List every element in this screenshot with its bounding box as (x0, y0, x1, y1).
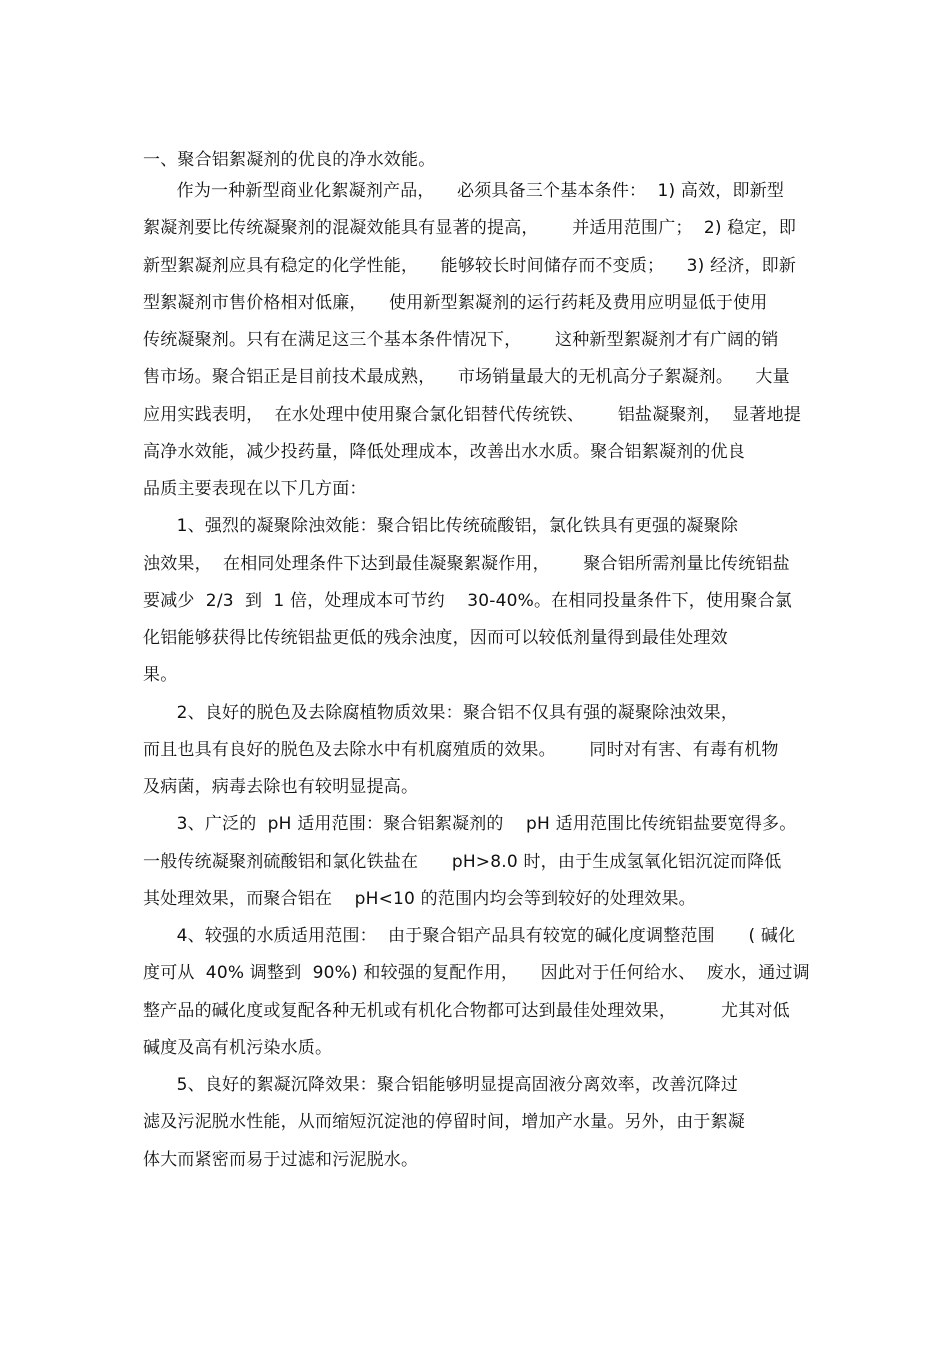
text-line: 整产品的碱化度或复配各种无机或有机化合物都可达到最佳处理效果， 尤其对低 (143, 1001, 790, 1021)
text-line: 化铝能够获得比传统铝盐更低的残余浊度，因而可以较低剂量得到最佳处理效 (143, 628, 728, 648)
text-line: 高净水效能，减少投药量，降低处理成本，改善出水水质。聚合铝絮凝剂的优良 (143, 442, 745, 462)
text-line: 其处理效果，而聚合铝在 pH<10 的范围内均会等到较好的处理效果。 (143, 889, 696, 909)
section-heading: 一、聚合铝絮凝剂的优良的净水效能。 (143, 150, 436, 170)
text-line: 作为一种新型商业化絮凝剂产品， 必须具备三个基本条件： 1) 高效，即新型 (143, 181, 785, 201)
text-line: 絮凝剂要比传统凝聚剂的混凝效能具有显著的提高， 并适用范围广； 2) 稳定，即 (143, 218, 797, 238)
text-line: 5、良好的絮凝沉降效果：聚合铝能够明显提高固液分离效率，改善沉降过 (143, 1075, 739, 1095)
text-line: 而且也具有良好的脱色及去除水中有机腐殖质的效果。 同时对有害、有毒有机物 (143, 740, 779, 760)
text-line: 应用实践表明， 在水处理中使用聚合氯化铝替代传统铁、 铝盐凝聚剂， 显著地提 (143, 405, 802, 425)
text-line: 传统凝聚剂。只有在满足这三个基本条件情况下， 这种新型絮凝剂才有广阔的销 (143, 330, 779, 350)
text-line: 及病菌，病毒去除也有较明显提高。 (143, 777, 419, 797)
text-line: 4、较强的水质适用范围： 由于聚合铝产品具有较宽的碱化度调整范围 ( 碱化 (143, 926, 796, 946)
text-line: 一般传统凝聚剂硫酸铝和氯化铁盐在 pH>8.0 时，由于生成氢氧化铝沉淀而降低 (143, 852, 782, 872)
text-line: 碱度及高有机污染水质。 (143, 1038, 333, 1058)
text-line: 2、良好的脱色及去除腐植物质效果：聚合铝不仅具有强的凝聚除浊效果， (143, 703, 739, 723)
text-line: 1、强烈的凝聚除浊效能：聚合铝比传统硫酸铝，氯化铁具有更强的凝聚除 (143, 516, 739, 536)
text-line: 3、广泛的 pH 适用范围：聚合铝絮凝剂的 pH 适用范围比传统铝盐要宽得多。 (143, 814, 797, 834)
text-line: 体大而紧密而易于过滤和污泥脱水。 (143, 1150, 419, 1170)
text-line: 要减少 2/3 到 1 倍，处理成本可节约 30-40%。在相同投量条件下，使用聚合氯 (143, 591, 792, 611)
text-line: 滤及污泥脱水性能，从而缩短沉淀池的停留时间，增加产水量。另外，由于絮凝 (143, 1112, 745, 1132)
text-line: 果。 (143, 665, 178, 685)
text-line: 型絮凝剂市售价格相对低廉， 使用新型絮凝剂的运行药耗及费用应明显低于使用 (143, 293, 768, 313)
text-line: 浊效果， 在相同处理条件下达到最佳凝聚絮凝作用， 聚合铝所需剂量比传统铝盐 (143, 554, 790, 574)
text-line: 度可从 40% 调整到 90%) 和较强的复配作用， 因此对于任何给水、 废水，通过调 (143, 963, 810, 983)
text-line: 售市场。聚合铝正是目前技术最成熟， 市场销量最大的无机高分子絮凝剂。 大量 (143, 367, 790, 387)
text-line: 新型絮凝剂应具有稳定的化学性能， 能够较长时间储存而不变质； 3) 经济，即新 (143, 256, 797, 276)
text-line: 品质主要表现在以下几方面： (143, 479, 367, 499)
